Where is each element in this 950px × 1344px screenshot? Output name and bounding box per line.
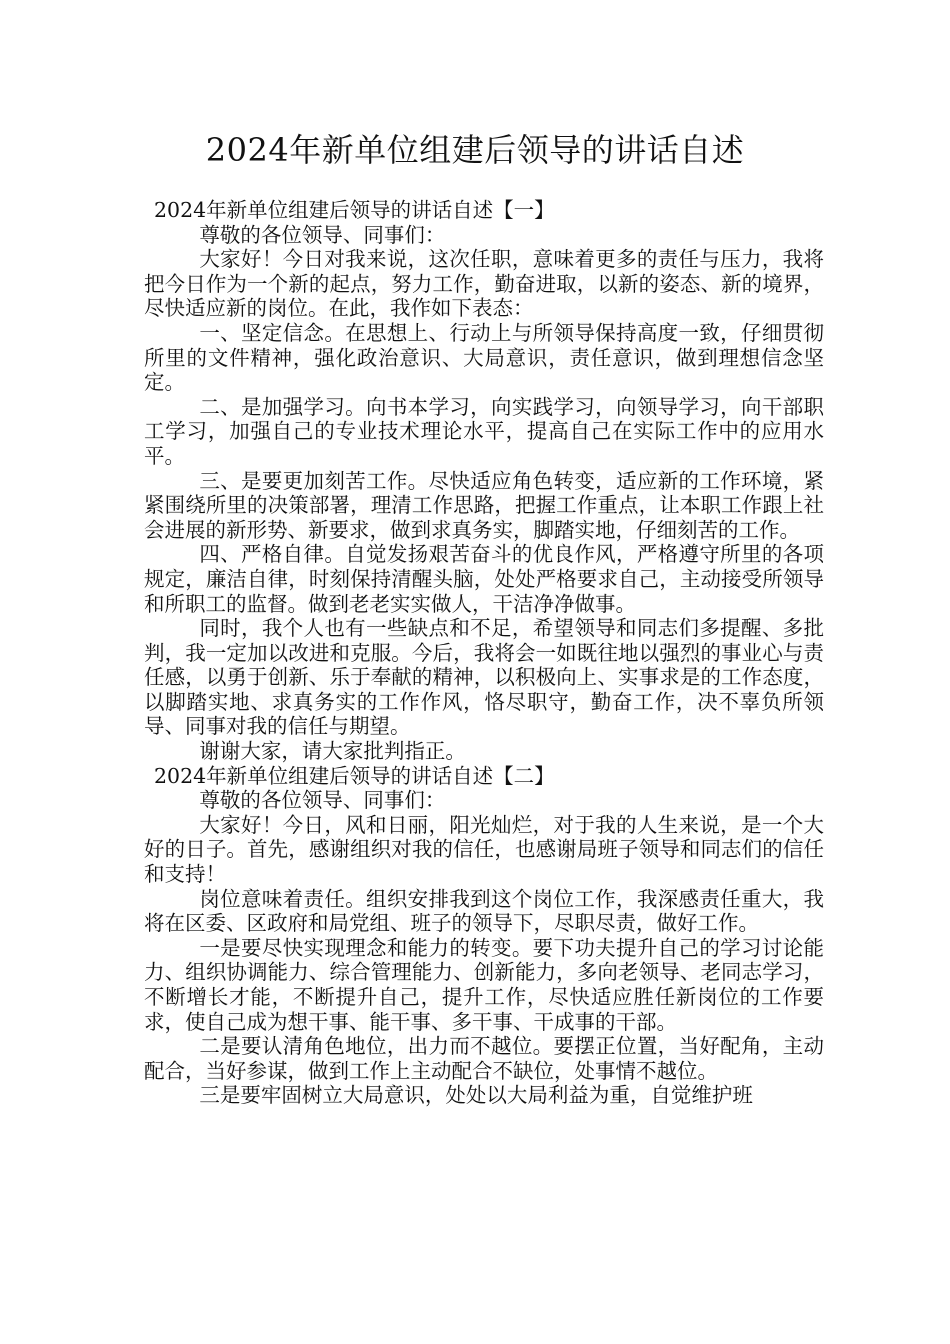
- section-heading: 2024年新单位组建后领导的讲话自述【二】: [154, 763, 555, 788]
- paragraph: 二是要认清角色地位，出力而不越位。要摆正位置，当好配角，主动配合，当好参谋，做到工作上主动配合不缺位，处事情不越位。: [144, 1034, 824, 1083]
- document-title: 2024年新单位组建后领导的讲话自述: [205, 131, 745, 169]
- paragraph: 一是要尽快实现理念和能力的转变。要下功夫提升自己的学习讨论能力、组织协调能力、综合管理能力、创新能力，多向老领导、老同志学习，不断增长才能，不断提升自己，提升工作，尽快适应胜任新岗位的工作要求，使自己成为想干事、能干事、多干事、干成事的干部。: [144, 935, 824, 1034]
- section-heading: 2024年新单位组建后领导的讲话自述【一】: [154, 198, 555, 222]
- paragraph: 大家好！今日对我来说，这次任职，意味着更多的责任与压力，我将把今日作为一个新的起点，努力工作，勤奋进取，以新的姿态、新的境界，尽快适应新的岗位。在此，我作如下表态：: [144, 247, 824, 321]
- paragraph: 三、是要更加刻苦工作。尽快适应角色转变，适应新的工作环境，紧紧围绕所里的决策部署，理清工作思路，把握工作重点，让本职工作跟上社会进展的新形势、新要求，做到求真务实，脚踏实地，仔细刻苦的工作。: [144, 468, 824, 542]
- paragraph: 尊敬的各位领导、同事们：: [199, 788, 446, 813]
- paragraph: 二、是加强学习。向书本学习，向实践学习，向领导学习，向干部职工学习，加强自己的专业技术理论水平，提高自己在实际工作中的应用水平。: [144, 394, 824, 468]
- paragraph: 岗位意味着责任。组织安排我到这个岗位工作，我深感责任重大，我将在区委、区政府和局党组、班子的领导下，尽职尽责，做好工作。: [144, 886, 824, 936]
- paragraph: 谢谢大家，请大家批判指正。: [199, 739, 466, 764]
- speech-section-one: [144, 198, 824, 764]
- paragraph: 三是要牢固树立大局意识，处处以大局利益为重，自觉维护班: [199, 1083, 753, 1108]
- document-body: [144, 198, 824, 1108]
- paragraph: 一、坚定信念。在思想上、行动上与所领导保持高度一致，仔细贯彻所里的文件精神，强化政治意识、大局意识，责任意识，做到理想信念坚定。: [144, 320, 824, 395]
- paragraph: 尊敬的各位领导、同事们：: [199, 222, 446, 247]
- speech-section-two: [144, 764, 824, 1108]
- paragraph: 大家好！今日，风和日丽，阳光灿烂，对于我的人生来说，是一个大好的日子。首先，感谢组织对我的信任，也感谢局班子领导和同志们的信任和支持！: [144, 812, 824, 887]
- paragraph: 四、严格自律。自觉发扬艰苦奋斗的优良作风，严格遵守所里的各项规定，廉洁自律，时刻保持清醒头脑，处处严格要求自己，主动接受所领导和所职工的监督。做到老老实实做人，干洁净净做事。: [144, 542, 824, 616]
- paragraph: 同时，我个人也有一些缺点和不足，希望领导和同志们多提醒、多批判，我一定加以改进和克服。今后，我将会一如既往地以强烈的事业心与责任感，以勇于创新、乐于奉献的精神，以积极向上、实事求是的工作态度，以脚踏实地、求真务实的工作作风，恪尽职守，勤奋工作，决不辜负所领导、同事对我的信任与期望。: [144, 616, 824, 739]
